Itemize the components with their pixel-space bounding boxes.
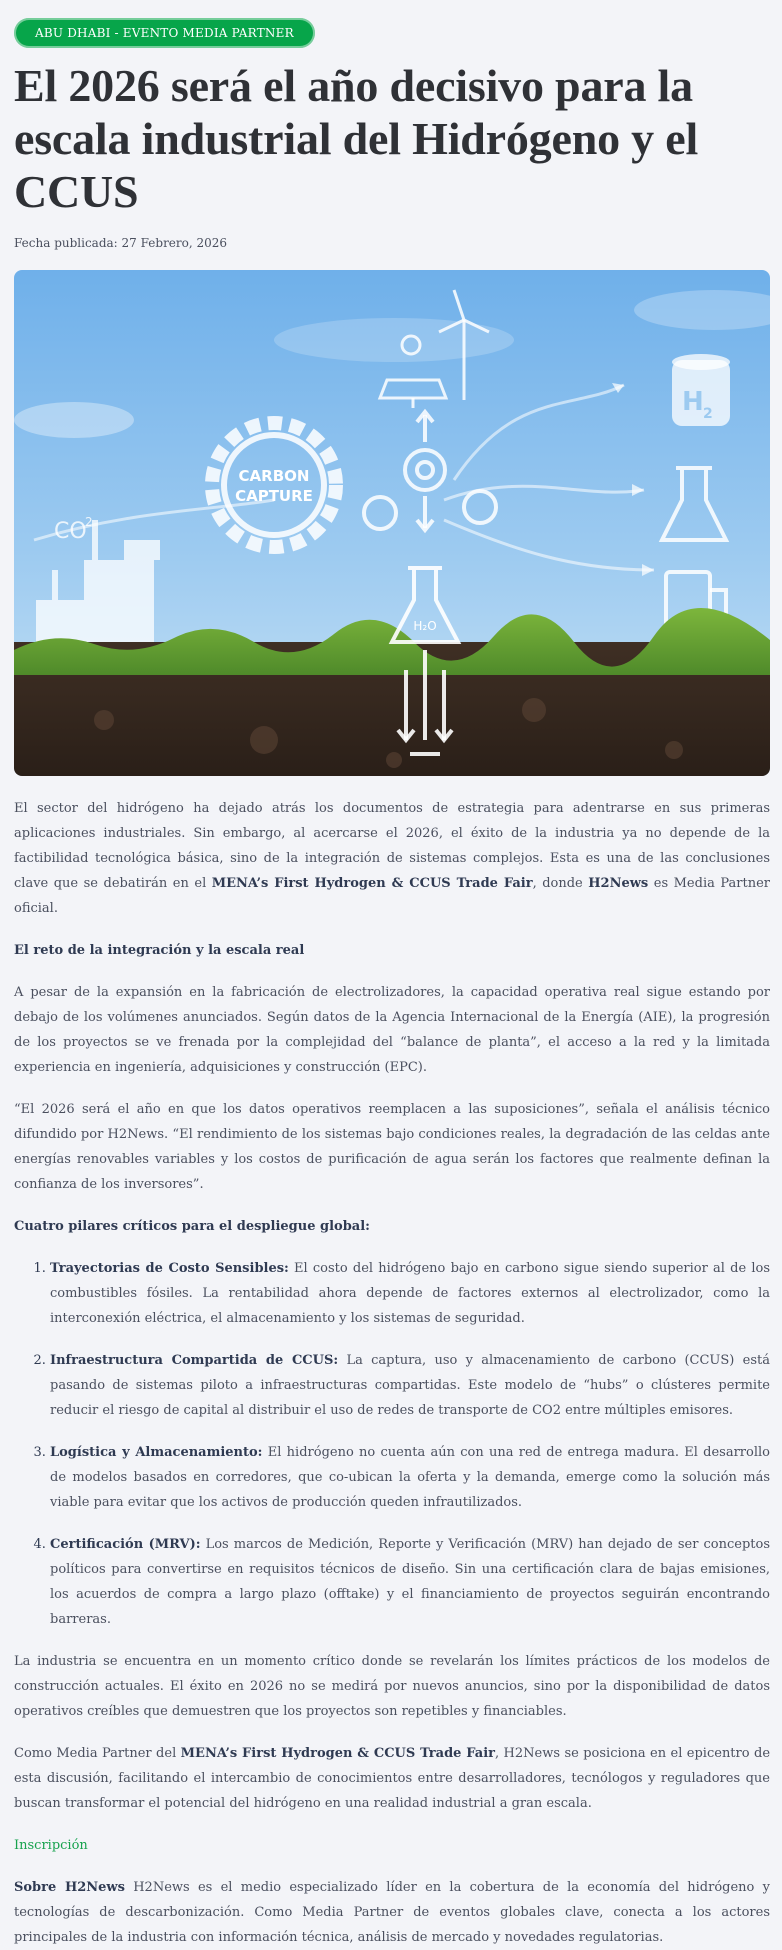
closing-paragraph: La industria se encuentra en un momento crítico donde se revelarán los límites prácticos de los modelos de construcción actuales. El éxito en 2026 no se medirá por nuevos anuncios, sino por la disponibilidad de datos operativos creíbles que demuestren que los proyectos son repetibles y financiables. bbox=[14, 1654, 770, 1719]
h2o-label: H₂O bbox=[413, 619, 437, 633]
registration-paragraph bbox=[14, 1833, 770, 1858]
section-paragraph: A pesar de la expansión en la fabricación de electrolizadores, la capacidad operativa real sigue estando por debajo de los volúmenes anunciados. Según datos de la Agencia Internacional de la Energía (AIE), la progresión de los proyectos se ve frenada por la complejidad del “balance de planta”, el acceso a la red y la limitada experiencia en ingeniería, adquisiciones y construcción (EPC). bbox=[14, 985, 770, 1075]
hero-image bbox=[14, 270, 770, 776]
list-item: 3. Logística y Almacenamiento: El hidrógeno no cuenta aún con una red de entrega madura. El desarrollo de modelos basados en corredores, que co-ubican la oferta y la demanda, emerge como la solución más viable para evitar que los activos de producción queden infrautilizados. bbox=[50, 1440, 770, 1515]
list-item: 2. Infraestructura Compartida de CCUS: La captura, uso y almacenamiento de carbono (CCUS) está pasando de sistemas piloto a infraestructuras compartidas. Este modelo de “hubs” o clústeres permite reducir el riesgo de capital al distribuir el uso de redes de transporte de CO2 entre múltiples emisores. bbox=[50, 1348, 770, 1423]
brand-name: H2News bbox=[588, 876, 649, 891]
list-item: 1. Trayectorias de Costo Sensibles: El costo del hidrógeno bajo en carbono sigue siendo superior al de los combustibles fósiles. La rentabilidad ahora depende de factores externos al electrolizador, como la interconexión eléctrica, el almacenamiento y los sistemas de seguridad. bbox=[50, 1256, 770, 1331]
list-item: 4. Certificación (MRV): Los marcos de Medición, Reporte y Verificación (MRV) han dejado de ser conceptos políticos para convertirse en requisitos técnicos de diseño. Sin una certificación clara de bajas emisiones, los acuerdos de compra a largo plazo (offtake) y el financiamiento de proyectos seguirán encontrando barreras. bbox=[50, 1532, 770, 1632]
publish-date: Fecha publicada: 27 Febrero, 2026 bbox=[14, 236, 228, 250]
category-badge[interactable]: ABU DHABI - EVENTO MEDIA PARTNER bbox=[14, 18, 315, 48]
trade-fair-name: MENA’s First Hydrogen & CCUS Trade Fair bbox=[180, 1746, 495, 1761]
pillars-heading: Cuatro pilares críticos para el despliegue global: bbox=[14, 1219, 370, 1234]
article-title: El 2026 será el año decisivo para la escala industrial del Hidrógeno y el CCUS bbox=[14, 60, 699, 217]
article-body bbox=[14, 796, 770, 1950]
section-heading: El reto de la integración y la escala real bbox=[14, 943, 305, 958]
intro-paragraph: El sector del hidrógeno ha dejado atrás los documentos de estrategia para adentrarse en sus primeras aplicaciones industriales. Sin embargo, al acercarse el 2026, el éxito de la industria ya no depende de la factibilidad tecnológica básica, sino de la integración de sistemas complejos. Esta es una de las conclusiones clave que se debatirán en el MENA’s First Hydrogen & CCUS Trade Fair, donde H2News es Media Partner oficial. bbox=[14, 801, 770, 916]
h2-label: H bbox=[682, 387, 704, 417]
trade-fair-name: MENA’s First Hydrogen & CCUS Trade Fair bbox=[211, 876, 533, 891]
quote-paragraph: “El 2026 será el año en que los datos operativos reemplacen a las suposiciones”, señala el análisis técnico difundido por H2News. “El rendimiento de los sistemas bajo condiciones reales, la degradación de las celdas ante energías renovables variables y los costos de purificación de agua serán los factores que realmente definan la confianza de los inversores”. bbox=[14, 1102, 770, 1192]
capture-label: CAPTURE bbox=[235, 487, 313, 505]
media-partner-paragraph: Como Media Partner del MENA’s First Hydrogen & CCUS Trade Fair, H2News se posiciona en el epicentro de esta discusión, facilitando el intercambio de conocimientos entre desarrolladores, tecnólogos y reguladores que buscan transformar el potencial del hidrógeno en una realidad industrial a gran escala. bbox=[14, 1746, 771, 1811]
co2-superscript: 2 bbox=[85, 515, 93, 529]
co2-label: CO bbox=[54, 519, 87, 544]
carbon-label: CARBON bbox=[238, 467, 310, 485]
registration-link[interactable]: Inscripción bbox=[14, 1838, 88, 1853]
about-paragraph: Sobre H2News H2News es el medio especializado líder en la cobertura de la economía del hidrógeno y tecnologías de descarbonización. Como Media Partner de eventos globales clave, conecta a los actores principales de la industria con información técnica, análisis de mercado y novedades regulatorias. bbox=[14, 1880, 770, 1945]
pillars-list bbox=[14, 1256, 770, 1632]
h2-subscript: 2 bbox=[703, 406, 713, 422]
about-label: Sobre H2News bbox=[14, 1880, 125, 1895]
